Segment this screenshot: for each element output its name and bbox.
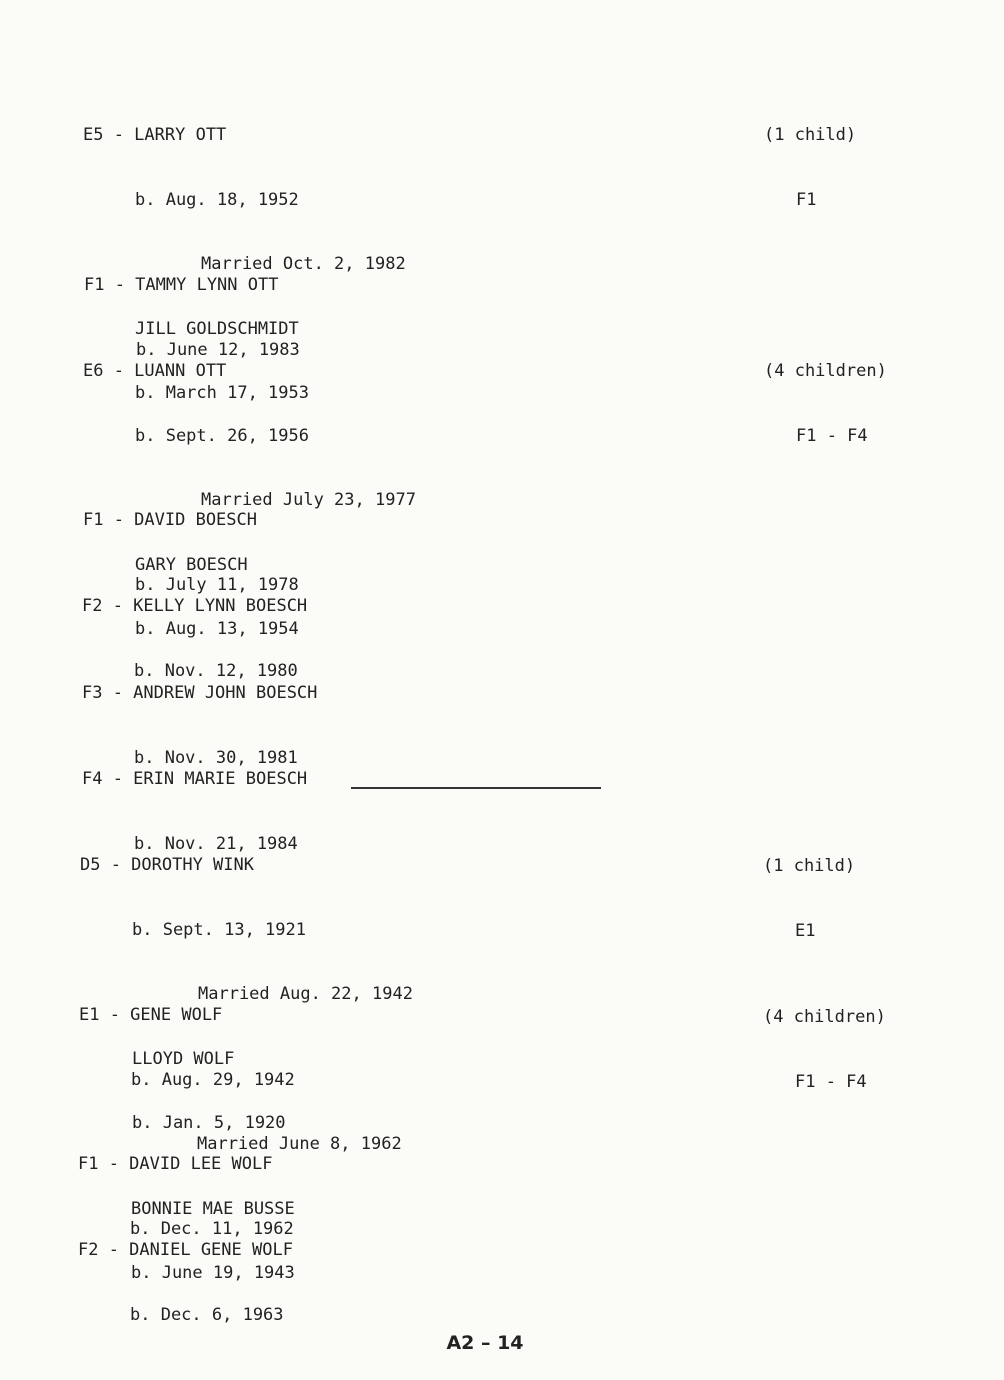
- children-note: [763, 813, 855, 964]
- birth-date: b. Sept. 26, 1956: [135, 425, 309, 446]
- marriage-date: Married June 8, 1962: [197, 1134, 402, 1154]
- children-count: (4 children): [763, 1007, 886, 1027]
- marriage-date: Married Oct. 2, 1982: [201, 254, 406, 274]
- spouse-name: LLOYD WOLF: [132, 1048, 235, 1069]
- birth-date: b. Aug. 29, 1942: [131, 1069, 295, 1090]
- birth-date: b. June 12, 1983: [136, 339, 300, 360]
- entry-heading: F4 - ERIN MARIE BOESCH: [82, 769, 308, 789]
- entry-heading: F1 - DAVID BOESCH: [83, 510, 257, 530]
- marriage-date: Married Aug. 22, 1942: [198, 984, 413, 1004]
- spouse-name: GARY BOESCH: [135, 554, 248, 575]
- birth-date: b. Sept. 13, 1921: [132, 919, 306, 940]
- children-range: F1 - F4: [795, 1071, 867, 1092]
- children-range: F1: [796, 189, 817, 210]
- birth-date: b. Nov. 12, 1980: [134, 660, 298, 681]
- entry-heading: F1 - DAVID LEE WOLF: [78, 1154, 273, 1174]
- spouse-birth-date: b. Jan. 5, 1920: [132, 1113, 286, 1133]
- children-count: (1 child): [763, 856, 856, 876]
- entry-heading: E5 - LARRY OTT: [83, 125, 227, 145]
- spouse-name: BONNIE MAE BUSSE: [131, 1198, 295, 1219]
- spouse-birth-date: b. Aug. 13, 1954: [135, 619, 299, 639]
- birth-date: b. Dec. 11, 1962: [130, 1218, 294, 1239]
- children-range: E1: [795, 920, 816, 941]
- entry-heading: F3 - ANDREW JOHN BOESCH: [82, 683, 318, 703]
- spouse-birth-date: b. March 17, 1953: [135, 383, 309, 403]
- spouse-name: JILL GOLDSCHMIDT: [135, 318, 299, 339]
- children-count: (4 children): [764, 361, 887, 381]
- birth-date: b. Dec. 6, 1963: [130, 1304, 284, 1325]
- birth-date: b. Aug. 18, 1952: [135, 189, 299, 210]
- entry-heading: F1 - TAMMY LYNN OTT: [84, 275, 279, 295]
- entry-heading: E1 - GENE WOLF: [79, 1005, 223, 1025]
- entry-heading: F2 - KELLY LYNN BOESCH: [82, 596, 308, 616]
- children-note: [764, 82, 856, 233]
- entry-heading: F2 - DANIEL GENE WOLF: [78, 1240, 293, 1260]
- spouse-birth-date: b. June 19, 1943: [131, 1263, 295, 1283]
- birth-date: b. July 11, 1978: [135, 574, 299, 595]
- section-divider: [351, 787, 601, 789]
- entry-heading: E6 - LUANN OTT: [83, 361, 227, 381]
- children-note: [763, 964, 886, 1115]
- children-note: [764, 318, 887, 469]
- children-range: F1 - F4: [796, 425, 868, 446]
- entry-heading: D5 - DOROTHY WINK: [80, 855, 254, 875]
- page-number: A2 – 14: [446, 1332, 524, 1354]
- children-count: (1 child): [764, 125, 857, 145]
- birth-date: b. Nov. 21, 1984: [134, 833, 298, 854]
- birth-date: b. Nov. 30, 1981: [134, 747, 298, 768]
- marriage-date: Married July 23, 1977: [201, 490, 416, 510]
- genealogy-entry: [78, 1197, 293, 1348]
